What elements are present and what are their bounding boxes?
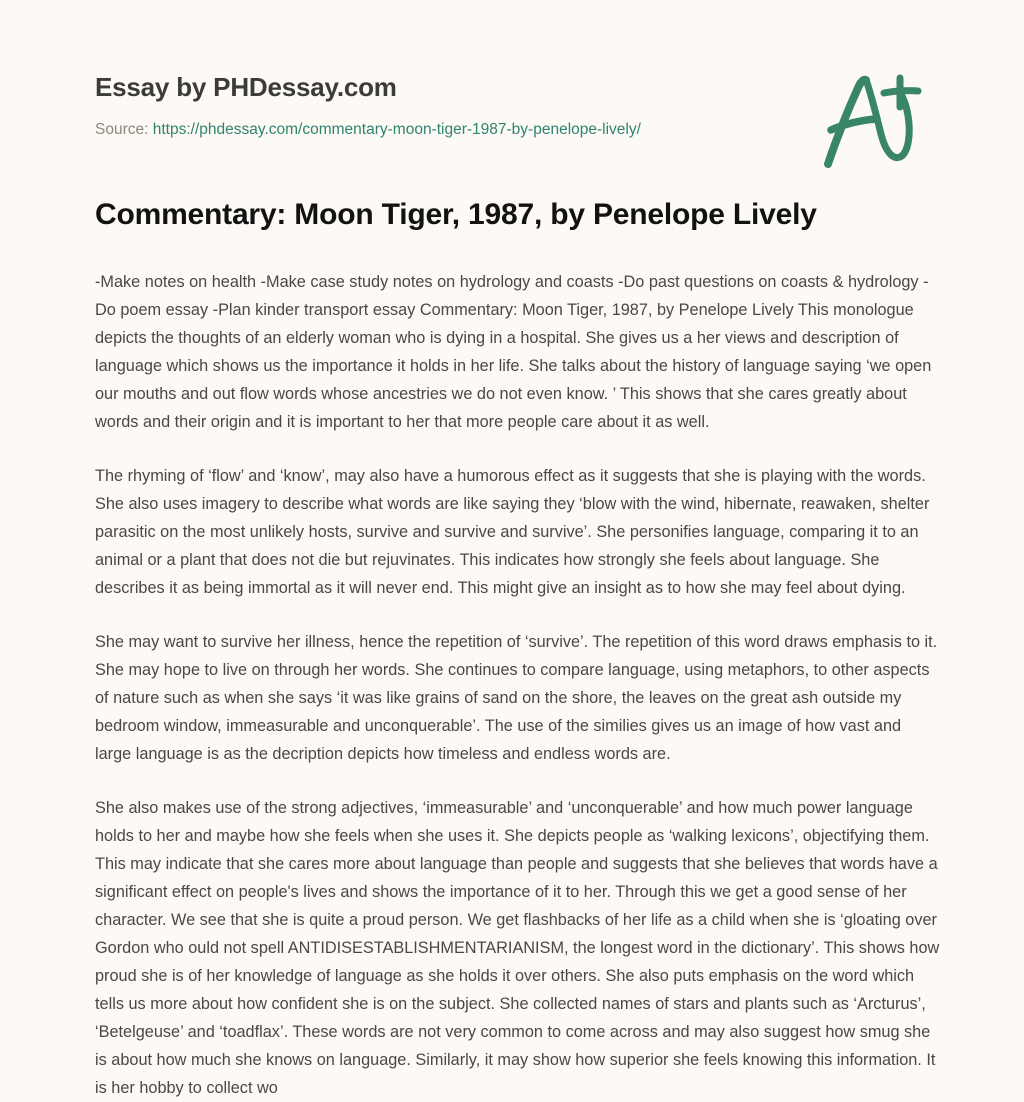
page-title: Commentary: Moon Tiger, 1987, by Penelope Lively: [95, 198, 817, 231]
source-label: Source:: [95, 121, 149, 139]
brand-title: Essay by PHDessay.com: [95, 72, 397, 102]
article-paragraph: The rhyming of ‘flow’ and ‘know’, may also have a humorous effect as it suggests that she is playing with the words. She also uses imagery to describe what words are like saying they ‘blow with the wind, hibernate, reawaken, shelter parasitic on the most unlikely hosts, survive and survive and survive’. She personifies language, comparing it to an animal or a plant that does not die but rejuvinates. This indicates how strongly she feels about language. She describes it as being immortal as it will never end. This might give an insight as to how she may feel about dying.: [95, 466, 930, 597]
a-plus-logo[interactable]: [812, 62, 924, 174]
article-paragraph: -Make notes on health -Make case study notes on hydrology and coasts -Do past questions on coasts & hydrology -Do poem essay -Plan kinder transport essay Commentary: Moon Tiger, 1987, by Penelope Lively This monologue depicts the thoughts of an elderly woman who is dying in a hospital. She gives us a her views and description of language which shows us the importance it holds in her life. She talks about the history of language saying ‘we open our mouths and out flow words whose ancestries we do not even know. ’ This shows that she cares greatly about words and their origin and it is important to her that more people care about it as well.: [95, 272, 932, 431]
source-line: [95, 120, 735, 140]
article-body: [95, 268, 941, 1102]
source-url-link[interactable]: https://phdessay.com/commentary-moon-tiger-1987-by-penelope-lively/: [152, 121, 641, 139]
article-paragraph: She also makes use of the strong adjectives, ‘immeasurable’ and ‘unconquerable’ and how much power language holds to her and maybe how she feels when she uses it. She depicts people as ‘walking lexicons’, objectifying them. This may indicate that she cares more about language than people and suggests that she believes that words have a significant effect on people's lives and shows the importance of it to her. Through this we get a good sense of her character. We see that she is quite a proud person. We get flashbacks of her life as a child when she is ‘gloating over Gordon who ould not spell ANTIDISESTABLISHMENTARIANISM, the longest word in the dictionary’. This shows how proud she is of her knowledge of language as she holds it over others. She also puts emphasis on the word which tells us more about how confident she is on the subject. She collected names of stars and plants such as ‘Arcturus’, ‘Betelgeuse’ and ‘toadflax’. These words are not very common to come across and may also suggest how smug she is about how much she knows on language. Similarly, it may show how superior she feels knowing this information. It is her hobby to collect wo: [95, 798, 940, 1097]
article-paragraph: She may want to survive her illness, hence the repetition of ‘survive’. The repetition of this word draws emphasis to it. She may hope to live on through her words. She continues to compare language, using metaphors, to other aspects of nature such as when she says ‘it was like grains of sand on the shore, the leaves on the great ash outside my bedroom window, immeasurable and unconquerable’. The use of the similies gives us an image of how vast and large language is as the decription depicts how timeless and endless words are.: [95, 632, 938, 763]
page-header: [0, 0, 1024, 196]
brand-block: [95, 72, 735, 140]
article: [95, 196, 941, 1102]
